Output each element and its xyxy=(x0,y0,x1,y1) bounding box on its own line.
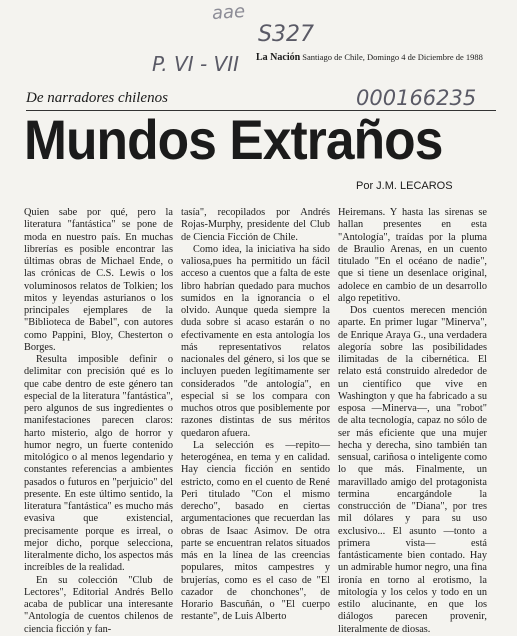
handwritten-number: S327 xyxy=(258,22,314,47)
newspaper-name: La Nación xyxy=(256,52,301,63)
handwritten-pages: P. VI - VII xyxy=(152,52,240,76)
byline: Por J.M. LECAROS xyxy=(356,180,453,192)
paragraph: En su colección "Club de Lectores", Editorial Andrés Bello acaba de publicar una interesante "Antología de cuentos chilenos de ciencia ficción y fan- xyxy=(24,574,173,635)
handwritten-code: 000166235 xyxy=(356,86,477,110)
newspaper-header xyxy=(256,52,483,63)
paragraph: tasía", recopilados por Andrés Rojas-Murphy, presidente del Club de Ciencia Ficción de Chile. xyxy=(181,207,330,243)
handwritten-top-note: aae xyxy=(211,0,246,25)
paragraph: Heiremans. Y hasta las sirenas se hallan presentes en esta "Antología", traídas por la pluma de Braulio Arenas, en un cuento titulado "En el océano de nadie", que si tiene un desenlace original, adolece en cambio de un desarrollo algo repetitivo. xyxy=(338,207,487,304)
paragraph: Resulta imposible definir o delimitar con precisión qué es lo que cabe dentro de este género tan especial de la literatura "fantástica", pero algunos de sus ingredientes o manifestaciones parecen claros: harto misterio, algo de horror y humor negro, un fuerte contenido mitológico o al menos legendario y constantes referencias a ambientes pasados o futuros en "perjuicio" del presente. En este último sentido, la literatura "fantástica" es mucho más evasiva que existencial, precisamente porque es irreal, o mejor dicho, porque selecciona, literalmente dicho, los aspectos más increíbles de la realidad. xyxy=(24,354,173,574)
column-2 xyxy=(181,207,330,624)
column-3 xyxy=(338,207,487,636)
paragraph: La selección es —repito— heterogénea, en tema y en calidad. Hay ciencia ficción en sentido estricto, como en el cuento de René Peri titulado "Con el mismo derecho", basado en ciertas argumentaciones que recuerdan las obras de Isaac Asimov. De otra parte se encuentran relatos situados más en la línea de las creencias populares, mitos campestres y brujerías, como es el caso de "El cazador de chonchones", de Horario Bascuñán, o "El cuerpo restante", de Luis Alberto xyxy=(181,439,330,623)
paragraph: Dos cuentos merecen mención aparte. En primer lugar "Minerva", de Enrique Araya G., una verdadera alegoría sobre las posibilidades ilimitadas de la cibernética. El relato está construido alrededor de un científico que vive en Washington y que ha fabricado a su esposa —Minerva—, una "robot" de alta tecnología, capaz no sólo de ser más eficiente que una mujer hecha y derecha, sino también tan sensual, cariñosa o inteligente como lo que más. Finalmente, un maravillado amigo del protagonista termina encargándole la construcción de "Diana", por tres mil dólares y para su uso exclusivo... El asunto —tonto a primera vista— está fantásticamente bien contado. Hay un admirable humor negro, una fina ironía en torno al erotismo, la mitología y los celos y todo en un estilo alucinante, en que los diálogos parecen provenir, literalmente de diosas. xyxy=(338,305,487,635)
column-1 xyxy=(24,207,173,636)
paragraph: Quien sabe por qué, pero la literatura "fantástica" se pone de moda en nuestro país. En muchas librerías es posible encontrar las últimas obras de Michael Ende, o las crónicas de C.S. Lewis o los voluminosos relatos de Tolkien; los mitos y leyendas asturianos o los principales ejemplares de la "Biblioteca de Babel", con autores como Pappini, Bloy, Chesterton o Borges. xyxy=(24,207,173,353)
kicker: De narradores chilenos xyxy=(26,90,168,106)
dateline: Santiago de Chile, Domingo 4 de Diciembre de 1988 xyxy=(302,52,483,62)
article-title: Mundos Extraños xyxy=(24,108,443,171)
paragraph: Como idea, la iniciativa ha sido valiosa,pues ha permitido un fácil acceso a cuentos que a falta de este libro habrían quedado para muchos sumidos en la ignorancia o el olvido. Aunque queda siempre la duda sobre si acaso estarán o no efectivamente en esta antología los más representativos relatos nacionales del género, si los que se incluyen pueden legítimamente ser considerados "de antología", en especial si se los compara con muchos otros que posiblemente por razones distintas de sus méritos quedaron afuera. xyxy=(181,243,330,439)
